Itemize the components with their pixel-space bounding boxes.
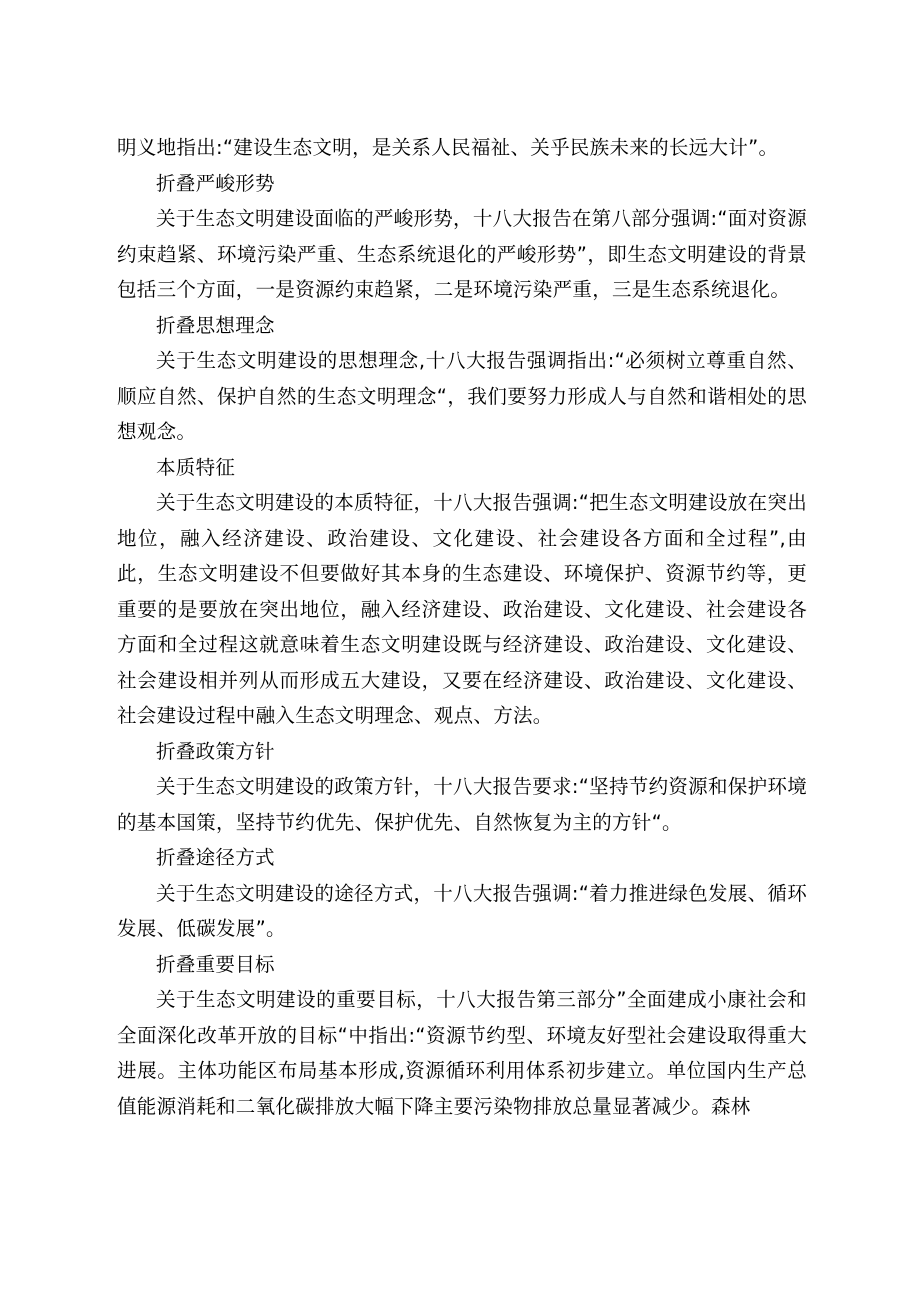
section-heading-essential-features: 本质特征 <box>156 455 236 479</box>
paragraph-essential-features: 关于生态文明建设的本质特征，十八大报告强调:“把生态文明建设放在突出地位，融入经济建设、政治建设、文化建设、社会建设各方面和全过程”,由此，生态文明建设不但要做好其本身的生态建设、环境保护、资源节约等，更重要的是要放在突出地位，融入经济建设、政治建设、文化建设、社会建设各方面和全过程这就意味着生态文明建设既与经济建设、政治建设、文化建设、社会建设相并列从而形成五大建设，又要在经济建设、政治建设、文化建设、社会建设过程中融入生态文明理念、观点、方法。 <box>117 491 807 727</box>
section-heading-severe-situation: 折叠严峻形势 <box>156 171 275 195</box>
paragraph-intro: 明义地指出:“建设生态文明，是关系人民福祉、关乎民族未来的长远大计”。 <box>117 136 779 159</box>
paragraph-ideology: 关于生态文明建设的思想理念,十八大报告强调指出:“必须树立尊重自然、顺应自然、保护自然的生态文明理念“，我们要努力形成人与自然和谐相处的思想观念。 <box>117 349 807 443</box>
paragraph-severe-situation: 关于生态文明建设面临的严峻形势，十八大报告在第八部分强调:“面对资源约束趋紧、环境污染严重、生态系统退化的严峻形势”，即生态文明建设的背景包括三个方面，一是资源约束趋紧，二是环境污染严重，三是生态系统退化。 <box>117 207 807 301</box>
section-heading-ideology: 折叠思想理念 <box>156 313 275 337</box>
section-heading-goals: 折叠重要目标 <box>156 952 275 976</box>
paragraph-policy: 关于生态文明建设的政策方针，十八大报告要求:“坚持节约资源和保护环境的基本国策，坚持节约优先、保护优先、自然恢复为主的方针“。 <box>117 775 807 834</box>
paragraph-approach: 关于生态文明建设的途径方式，十八大报告强调:“着力推进绿色发展、循环发展、低碳发展”。 <box>117 881 807 940</box>
paragraph-goals: 关于生态文明建设的重要目标，十八大报告第三部分”全面建成小康社会和全面深化改革开放的目标“中指出:“资源节约型、环境友好型社会建设取得重大进展。主体功能区布局基本形成,资源循环利用体系初步建立。单位国内生产总值能源消耗和二氧化碳排放大幅下降主要污染物排放总量显著减少。森林 <box>117 988 807 1118</box>
section-heading-policy: 折叠政策方针 <box>156 739 275 763</box>
document-page <box>117 130 807 1124</box>
section-heading-approach: 折叠途径方式 <box>156 846 275 869</box>
